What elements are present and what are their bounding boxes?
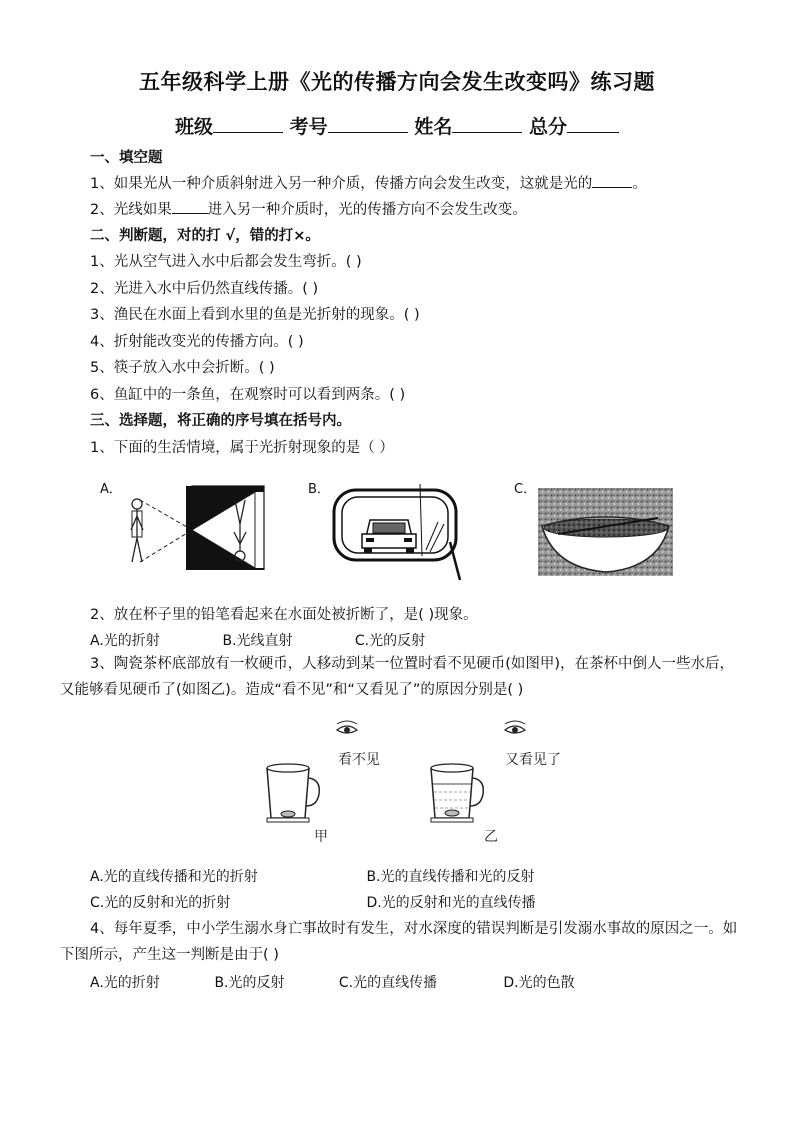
cannot-see-label: 看不见 (338, 752, 380, 768)
choice-question-1: 1、下面的生活情境，属于光折射现象的是（ ） (90, 440, 394, 456)
choice-question-2: 2、放在杯子里的铅笔看起来在水面处被折断了，是( )现象。 (90, 607, 478, 623)
q4-option-d[interactable]: D.光的色散 (503, 975, 575, 991)
q2-option-a[interactable]: A.光的折射 (90, 633, 160, 649)
section1-heading: 一、填空题 (90, 150, 163, 166)
fill-question-2 (90, 198, 527, 219)
fill-q2-text: 2、光线如果 (90, 202, 172, 218)
worksheet-title: 五年级科学上册《光的传播方向会发生改变吗》练习题 (139, 70, 655, 94)
section2-heading: 二、判断题，对的打 √，错的打×。 (90, 228, 320, 244)
q4-option-c[interactable]: C.光的直线传播 (338, 975, 438, 991)
fill-q1-end: 。 (632, 176, 647, 192)
q4-option-a[interactable]: A.光的折射 (90, 975, 160, 991)
section3-heading: 三、选择题，将正确的序号填在括号内。 (90, 413, 351, 429)
fill-q1-blank[interactable] (592, 175, 632, 188)
fill-question-1 (90, 172, 647, 193)
judge-question-6: 6、鱼缸中的一条鱼，在观察时可以看到两条。( ) (90, 387, 406, 403)
class-blank[interactable] (213, 114, 283, 133)
cup-jia-label: 甲 (314, 829, 328, 845)
q4-line-1: 4、每年夏季，中小学生溺水身亡事故时有发生，对水深度的错误判断是引发溺水事故的原因 (90, 921, 680, 937)
exam-no-label: 考号 (289, 116, 328, 138)
bowl-figure (538, 488, 673, 576)
student-info-line (0, 112, 794, 139)
cup-yi-label: 乙 (484, 829, 498, 845)
judge-question-5: 5、筷子放入水中会折断。( ) (90, 360, 275, 376)
judge-question-4: 4、折射能改变光的传播方向。( ) (90, 334, 304, 350)
judge-question-3: 3、渔民在水面上看到水里的鱼是光折射的现象。( ) (90, 307, 420, 323)
q3-option-a[interactable]: A.光的直线传播和光的折射 (90, 869, 258, 885)
see-again-label: 又看见了 (505, 752, 561, 768)
figure-c-label: C． (514, 482, 537, 497)
q3-option-c[interactable]: C.光的反射和光的折射 (90, 895, 231, 911)
q3-option-d[interactable]: D.光的反射和光的直线传播 (366, 895, 536, 911)
choice-question-4 (60, 916, 740, 968)
q3-line-2: 些水后，又能够看见硬币了(如图乙)。造成“看不见”和“又看见了”的原因分别是( ) (60, 656, 735, 698)
fill-q2-blank[interactable] (172, 201, 208, 214)
q4-options (90, 972, 575, 992)
figure-a-label: A． (100, 482, 122, 497)
fill-q2-end: 进入另一种介质时，光的传播方向不会发生改变。 (207, 202, 527, 218)
choice-question-3 (60, 651, 740, 703)
figure-b-label: B． (308, 482, 330, 497)
q3-option-b[interactable]: B.光的直线传播和光的反射 (366, 869, 535, 885)
name-blank[interactable] (452, 114, 522, 133)
q3-options-row-2 (90, 892, 536, 912)
fill-q1-text: 1、如果光从一种介质斜射进入另一种介质，传播方向会发生改变，这就是光的 (90, 176, 593, 192)
q2-option-b[interactable]: B.光线直射 (222, 633, 293, 649)
q3-options-row-1 (90, 866, 535, 886)
car-mirror-figure (330, 482, 465, 582)
name-label: 姓名 (414, 116, 453, 138)
coin-cup-figure (255, 718, 585, 848)
judge-question-1: 1、光从空气进入水中后都会发生弯折。( ) (90, 254, 362, 270)
q2-option-c[interactable]: C.光的反射 (354, 633, 426, 649)
choice-q2-options (90, 630, 425, 650)
total-blank[interactable] (567, 114, 619, 133)
pinhole-camera-figure (120, 478, 270, 570)
class-label: 班级 (175, 116, 214, 138)
q3-line-1: 3、陶瓷茶杯底部放有一枚硬币，人移动到某一位置时看不见硬币(如图甲)，在茶杯中倒人一 (90, 656, 677, 672)
exam-no-blank[interactable] (328, 114, 408, 133)
q4-line-2: 之一。如下图所示，产生这一判断是由于( ) (60, 921, 738, 963)
q4-option-b[interactable]: B.光的反射 (214, 975, 285, 991)
judge-question-2: 2、光进入水中后仍然直线传播。( ) (90, 281, 319, 297)
total-label: 总分 (528, 116, 567, 138)
